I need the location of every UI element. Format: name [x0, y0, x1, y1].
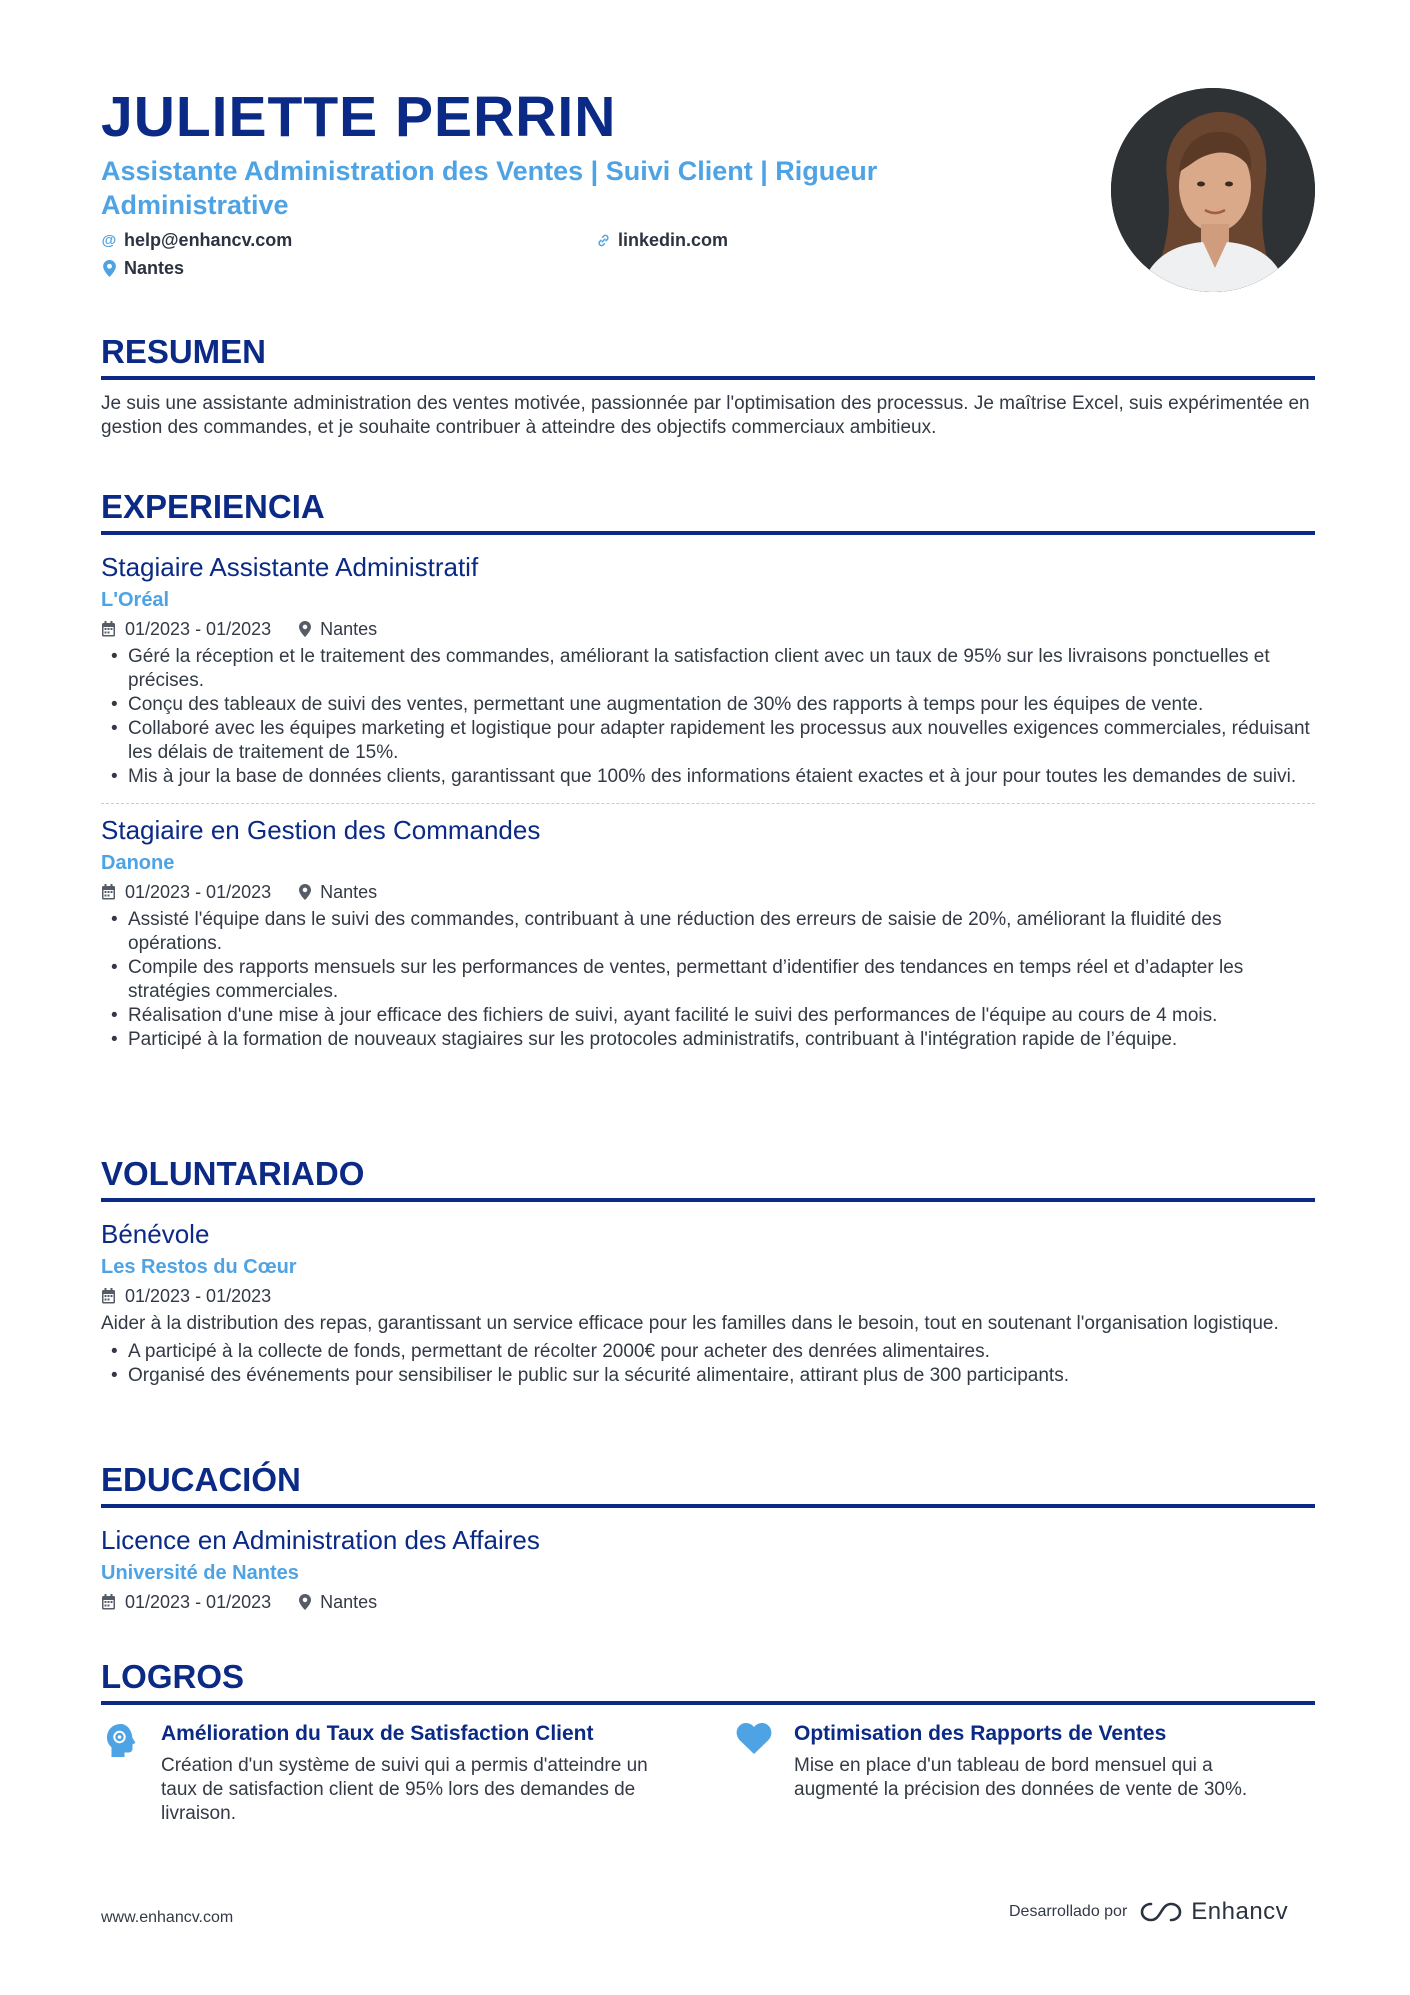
bullet-item: • Compile des rapports mensuels sur les performances de ventes, permettant d’identifier des tendances en temps réel et d’adapter les stratégies commerciales. [101, 956, 1315, 1004]
summary-title: RESUMEN [101, 332, 1315, 380]
dates-text: 01/2023 - 01/2023 [125, 1592, 272, 1612]
enhancv-logo-icon [1139, 1901, 1183, 1923]
company-name: L'Oréal [101, 589, 170, 611]
bullet-item: • Organisé des événements pour sensibiliser le public sur la sécurité alimentaire, attirant plus de 300 participants. [101, 1364, 1315, 1388]
location-pin-icon [101, 260, 117, 278]
powered-by-text: Desarrollado por [1009, 1903, 1128, 1920]
company-name: Danone [101, 852, 175, 874]
achievement-item [101, 1720, 661, 1826]
head-icon [101, 1720, 141, 1760]
location-contact [101, 258, 184, 279]
bullet-item: • Collaboré avec les équipes marketing et logistique pour adapter rapidement les processus aux nouvelles exigences commerciales, réduisant les délais de traitement de 15%. [101, 717, 1315, 765]
summary-section [101, 332, 1315, 440]
location-text: Nantes [320, 882, 378, 902]
dates-text: 01/2023 - 01/2023 [125, 619, 272, 639]
location-pin-icon [299, 621, 311, 637]
job-meta [101, 880, 1315, 904]
bullet-item: • Conçu des tableaux de suivi des ventes, permettant une augmentation de 30% des rapports à temps pour les équipes de vente. [101, 693, 1315, 717]
school-name: Université de Nantes [101, 1562, 299, 1584]
at-icon: @ [101, 232, 117, 249]
resume-header [101, 84, 1001, 290]
bullet-item: • Géré la réception et le traitement des commandes, améliorant la satisfaction client avec un taux de 95% sur les livraisons ponctuelles et précises. [101, 645, 1315, 693]
education-title: EDUCACIÓN [101, 1460, 1315, 1508]
date-range [101, 1284, 271, 1308]
volunteering-section [101, 1154, 1315, 1388]
job-title: Stagiaire en Gestion des Commandes [101, 815, 541, 845]
email-text: help@enhancv.com [124, 230, 293, 250]
enhancv-logo[interactable] [1139, 1898, 1288, 1926]
job-title: Stagiaire Assistante Administratif [101, 552, 479, 582]
experience-section [101, 487, 1315, 1052]
achievement-title: Optimisation des Rapports de Ventes [794, 1722, 1167, 1745]
education-location [299, 1590, 377, 1614]
location-text: Nantes [320, 1592, 378, 1612]
profile-photo [1111, 88, 1315, 292]
bullet-item: • Participé à la formation de nouveaux stagiaires sur les protocoles administratifs, contribuant à l'intégration rapide de l’équipe. [101, 1028, 1315, 1052]
bullet-item: • Mis à jour la base de données clients, garantissant que 100% des informations étaient exactes et à jour pour toutes les demandes de suivi. [101, 765, 1315, 789]
linkedin-text: linkedin.com [618, 230, 729, 250]
candidate-headline: Assistante Administration des Ventes | Suivi Client | Rigueur Administrative [101, 156, 878, 220]
achievements-title: LOGROS [101, 1657, 1315, 1705]
calendar-icon [101, 884, 116, 900]
footer-website[interactable]: www.enhancv.com [101, 1909, 234, 1926]
email-contact[interactable] [101, 230, 292, 251]
achievement-description: Création d'un système de suivi qui a permis d'atteindre un taux de satisfaction client de 95% lors des demandes de livraison. [161, 1755, 648, 1824]
date-range [101, 1590, 271, 1614]
volunteering-title: VOLUNTARIADO [101, 1154, 1315, 1202]
calendar-icon [101, 1288, 116, 1304]
job-meta [101, 617, 1315, 641]
education-meta [101, 1590, 1315, 1614]
achievements-section [101, 1657, 1315, 1705]
education-entry [101, 1524, 1315, 1614]
achievement-item [734, 1720, 1294, 1802]
location-text: Nantes [320, 619, 378, 639]
contact-info [101, 230, 1001, 290]
experience-title: EXPERIENCIA [101, 487, 1315, 535]
volunteer-description: Aider à la distribution des repas, garantissant un service efficace pour les familles dans le besoin, tout en soutenant l'organisation logistique. [101, 1313, 1279, 1334]
job-location [299, 880, 377, 904]
dates-text: 01/2023 - 01/2023 [125, 1286, 272, 1306]
heart-icon [734, 1720, 774, 1760]
brand-name: Enhancv [1191, 1898, 1289, 1925]
experience-entry [101, 551, 1315, 804]
bullet-item: • Réalisation d'une mise à jour efficace des fichiers de suivi, ayant facilité le suivi des performances de l'équipe au cours de 4 mois. [101, 1004, 1315, 1028]
job-bullets [101, 908, 1315, 1052]
achievement-title: Amélioration du Taux de Satisfaction Client [161, 1722, 594, 1745]
job-bullets [101, 645, 1315, 789]
calendar-icon [101, 1594, 116, 1610]
location-pin-icon [299, 884, 311, 900]
calendar-icon [101, 621, 116, 637]
volunteer-bullets [101, 1340, 1315, 1388]
link-icon [595, 232, 611, 250]
volunteer-entry [101, 1218, 1315, 1388]
achievement-description: Mise en place d'un tableau de bord mensuel qui a augmenté la précision des données de vente de 30%. [794, 1755, 1248, 1800]
dates-text: 01/2023 - 01/2023 [125, 882, 272, 902]
education-section [101, 1460, 1315, 1614]
date-range [101, 617, 271, 641]
footer-powered-by [1009, 1898, 1288, 1926]
entry-divider [101, 803, 1315, 804]
experience-entry [101, 814, 1315, 1052]
date-range [101, 880, 271, 904]
volunteer-org: Les Restos du Cœur [101, 1256, 297, 1278]
location-pin-icon [299, 1594, 311, 1610]
linkedin-contact[interactable] [595, 230, 728, 251]
bullet-item: • Assisté l'équipe dans le suivi des commandes, contribuant à une réduction des erreurs de saisie de 20%, améliorant la fluidité des opérations. [101, 908, 1315, 956]
bullet-item: • A participé à la collecte de fonds, permettant de récolter 2000€ pour acheter des denrées alimentaires. [101, 1340, 1315, 1364]
volunteer-role: Bénévole [101, 1219, 210, 1249]
location-text: Nantes [124, 258, 185, 278]
degree-title: Licence en Administration des Affaires [101, 1525, 540, 1555]
summary-text: Je suis une assistante administration des ventes motivée, passionnée par l'optimisation des processus. Je maîtrise Excel, suis expérimentée en gestion des commandes, et je souhaite contribuer à atteindre des objectifs commerciaux ambitieux. [101, 393, 1310, 438]
volunteer-meta [101, 1284, 1315, 1308]
candidate-name: JULIETTE PERRIN [101, 85, 617, 149]
job-location [299, 617, 377, 641]
